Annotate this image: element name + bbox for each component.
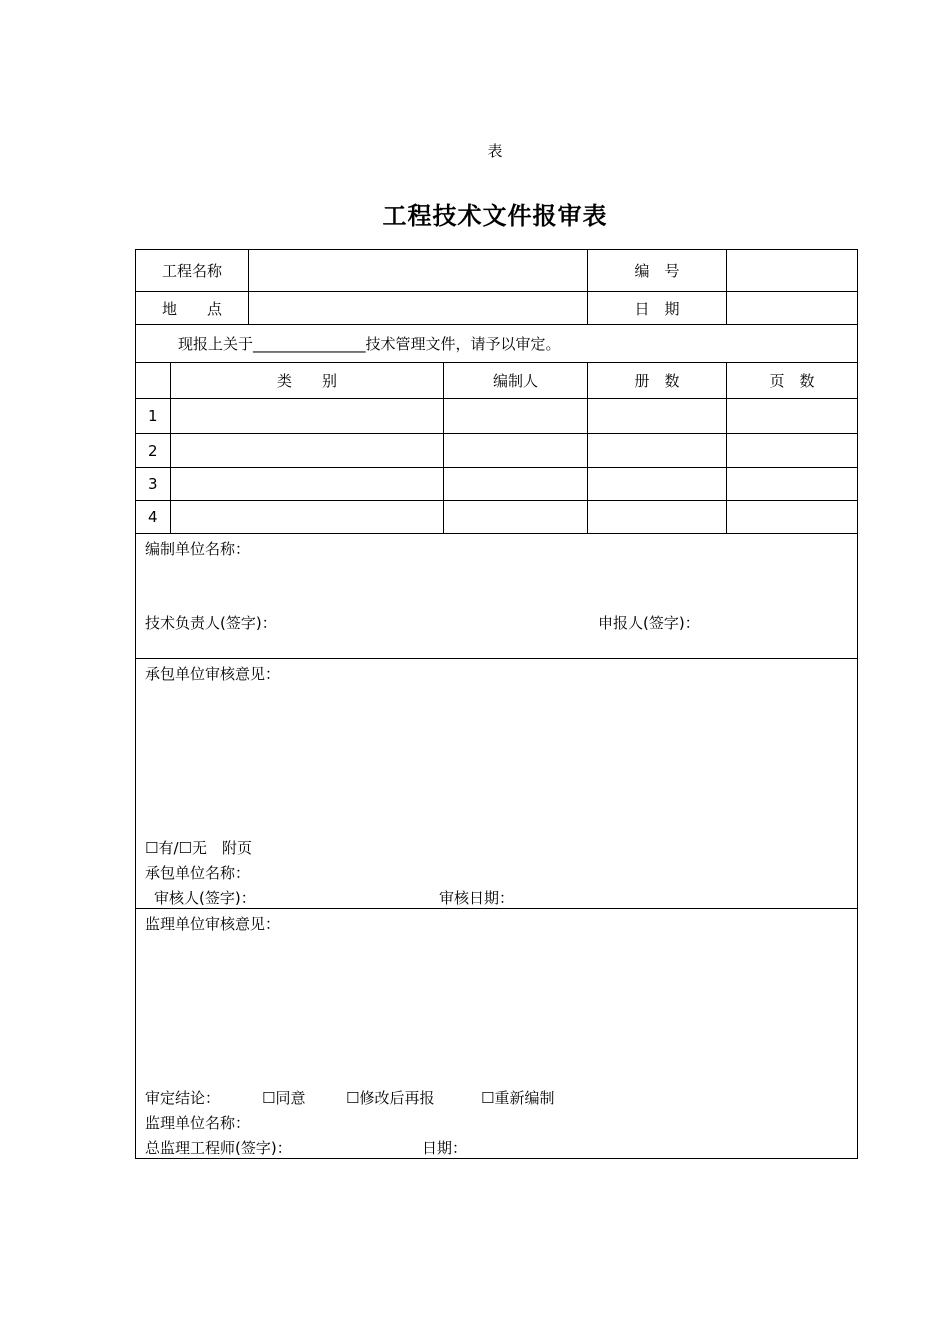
header-volumes: 册 数 bbox=[588, 363, 727, 399]
supervisor-date-label: 日期： bbox=[422, 1139, 468, 1157]
category-cell[interactable] bbox=[171, 399, 444, 434]
pages-cell[interactable] bbox=[727, 434, 858, 468]
report-form-table bbox=[135, 249, 858, 1159]
preparation-section bbox=[136, 534, 858, 659]
pages-cell[interactable] bbox=[727, 468, 858, 501]
row-number: 3 bbox=[136, 468, 171, 501]
table-row bbox=[136, 468, 858, 501]
compiler-cell[interactable] bbox=[444, 434, 588, 468]
category-cell[interactable] bbox=[171, 501, 444, 534]
row-number: 4 bbox=[136, 501, 171, 534]
number-field[interactable] bbox=[727, 250, 858, 292]
date-label: 日 期 bbox=[588, 292, 727, 325]
volumes-cell[interactable] bbox=[588, 399, 727, 434]
reporter-signature-label: 申报人(签字)： bbox=[598, 614, 700, 632]
contractor-unit-label: 承包单位名称： bbox=[145, 864, 251, 882]
top-label: 表 bbox=[487, 142, 503, 160]
header-index-cell bbox=[136, 363, 171, 399]
pages-cell[interactable] bbox=[727, 399, 858, 434]
reviewer-signature-label: 审核人(签字)： bbox=[154, 889, 256, 907]
supervisor-opinion-label: 监理单位审核意见： bbox=[145, 915, 281, 933]
compiler-cell[interactable] bbox=[444, 468, 588, 501]
volumes-cell[interactable] bbox=[588, 501, 727, 534]
intro-text: 现报上关于_______________技术管理文件，请予以审定。 bbox=[136, 325, 858, 363]
location-label: 地 点 bbox=[136, 292, 249, 325]
table-row bbox=[136, 434, 858, 468]
header-category: 类 别 bbox=[171, 363, 444, 399]
number-label: 编 号 bbox=[588, 250, 727, 292]
modify-resubmit-checkbox[interactable]: ☐修改后再报 bbox=[346, 1089, 435, 1107]
conclusion-label: 审定结论： bbox=[145, 1089, 221, 1107]
row-number: 1 bbox=[136, 399, 171, 434]
recompile-checkbox[interactable]: ☐重新编制 bbox=[481, 1089, 555, 1107]
prep-unit-label: 编制单位名称： bbox=[145, 540, 251, 558]
volumes-cell[interactable] bbox=[588, 434, 727, 468]
category-cell[interactable] bbox=[171, 434, 444, 468]
supervisor-review-section bbox=[136, 909, 858, 1159]
header-compiler: 编制人 bbox=[444, 363, 588, 399]
attachment-checkbox[interactable]: ☐有/☐无 附页 bbox=[145, 839, 252, 857]
tech-lead-signature-label: 技术负责人(签字)： bbox=[145, 614, 277, 632]
category-cell[interactable] bbox=[171, 468, 444, 501]
contractor-opinion-label: 承包单位审核意见： bbox=[145, 665, 281, 683]
date-field[interactable] bbox=[727, 292, 858, 325]
pages-cell[interactable] bbox=[727, 501, 858, 534]
project-name-label: 工程名称 bbox=[136, 250, 249, 292]
supervisor-unit-label: 监理单位名称： bbox=[145, 1114, 251, 1132]
page-title: 工程技术文件报审表 bbox=[382, 202, 608, 230]
row-number: 2 bbox=[136, 434, 171, 468]
table-row bbox=[136, 399, 858, 434]
chief-engineer-signature-label: 总监理工程师(签字)： bbox=[145, 1139, 292, 1157]
contractor-review-section bbox=[136, 659, 858, 909]
agree-checkbox[interactable]: ☐同意 bbox=[262, 1089, 306, 1107]
header-pages: 页 数 bbox=[727, 363, 858, 399]
review-date-label: 审核日期： bbox=[439, 889, 515, 907]
location-field[interactable] bbox=[249, 292, 588, 325]
volumes-cell[interactable] bbox=[588, 468, 727, 501]
project-name-field[interactable] bbox=[249, 250, 588, 292]
compiler-cell[interactable] bbox=[444, 501, 588, 534]
table-row bbox=[136, 501, 858, 534]
compiler-cell[interactable] bbox=[444, 399, 588, 434]
